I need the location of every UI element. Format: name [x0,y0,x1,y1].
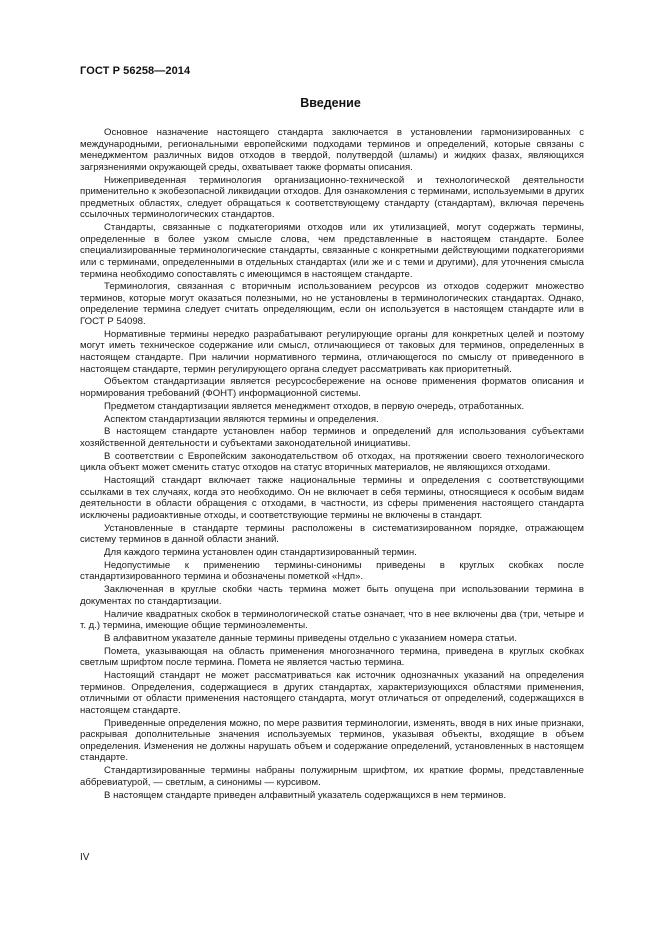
paragraph: Стандартизированные термины набраны полужирным шрифтом, их краткие формы, представленные аббревиатурой, — светлым, а синонимы — курсивом. [80,765,584,788]
section-title: Введение [300,96,361,110]
paragraph: Наличие квадратных скобок в терминологической статье означает, что в нее включены два (три, четыре и т. д.) термина, имеющие общие терминоэлементы. [80,608,584,632]
paragraph: Недопустимые к применению термины-синонимы приведены в круглых скобках после стандартизированного термина и обозначены пометкой «Ндп». [80,559,584,583]
paragraph: Заключенная в круглые скобки часть термина может быть опущена при использовании термина в документах по стандартизации. [80,584,584,607]
paragraph: Установленные в стандарте термины расположены в систематизированном порядке, отражающем систему терминов в данной области знаний. [80,522,584,546]
paragraph: В настоящем стандарте приведен алфавитный указатель содержащихся в нем терминов. [104,789,507,801]
paragraph: Объектом стандартизации является ресурсосбережение на основе применения форматов описания и нормирования требований (ФОНТ) информационной системы. [80,376,584,399]
paragraph: Настоящий стандарт включает также национальные термины и определения с соответствующими ссылками в тех случаях, когда это необходимо. Он не включает в себя термины, относящиеся к особым видам деятельности в области обращения с отходами, в частности, из сферы применения настоящего стандарта исключены радиоактивные отходы, и соответствующие термины не включены в стандарт. [80,475,584,521]
paragraph: Для каждого термина установлен один стандартизированный термин. [104,547,417,559]
paragraph: В настоящем стандарте установлен набор терминов и определений для использования субъектами хозяйственной деятельности и субъектами законодательной инициативы. [80,426,584,449]
introduction-body [80,127,584,802]
paragraph: Аспектом стандартизации являются термины и определения. [104,413,379,425]
paragraph: Основное назначение настоящего стандарта заключается в установлении гармонизированных с международными, региональными европейскими подходами терминов и определений, которые связаны с менеджментом различных видов отходов в твердой, полутвердой (шламы) и жидких фазах, являющихся загрязнениями окружающей среды, охватывает также форматы описания. [80,127,584,173]
paragraph: Предметом стандартизации является менеджмент отходов, в первую очередь, отработанных. [104,400,525,412]
paragraph: Помета, указывающая на область применения многозначного термина, приведена в круглых скобках светлым шрифтом после термина. Помета не является частью термина. [80,645,584,669]
paragraph: Приведенные определения можно, по мере развития терминологии, изменять, вводя в них иные признаки, раскрывая дополнительные значения используемых терминов, указывая объекты, входящие в объем определения. Изменения не должны нарушать объем и содержание определений, установленных в настоящем стандарте. [80,717,584,764]
paragraph: В соответствии с Европейским законодательством об отходах, на протяжении своего технологического цикла объект может сменить статус отходов на статус вторичных материалов, не являющихся отходами. [80,450,584,474]
paragraph: Нормативные термины нередко разрабатывают регулирующие органы для конкретных целей и поэтому могут иметь техническое содержание или смысл, отличающиеся от таковых для терминов, определенных в настоящем стандарте. При наличии нормативного термина, отличающегося по смыслу от приведенного в настоящем стандарте, термин регулирующего органа следует рассматривать как приоритетный. [80,328,584,375]
standard-id: ГОСТ Р 56258—2014 [80,65,191,77]
paragraph: В алфавитном указателе данные термины приведены отдельно с указанием номера статьи. [104,632,517,644]
paragraph: Нижеприведенная терминология организационно-технической и технологической деятельности применительно к экобезопасной ликвидации отходов. Для ознакомления с терминами, используемыми в других предметных областях, следует обращаться к соответствующему стандарту (стандартам), включая перечень ссылочных терминологических стандартов. [80,174,584,221]
paragraph: Терминология, связанная с вторичным использованием ресурсов из отходов содержит множество терминов, которые могут оказаться полезными, но не установлены в терминологических стандартах. Однако, определение термина следует считать определяющим, если он используется в настоящем стандарте или в ГОСТ Р 54098. [80,281,584,328]
page-number: IV [80,852,90,863]
paragraph: Стандарты, связанные с подкатегориями отходов или их утилизацией, могут содержать термины, определенные в более узком смысле слова, чем представленные в настоящем стандарте. Более специализированные терминологические стандарты, связанные с конкретными действующими подкатегориями или с терминами, определенными в отдельных стандартах (или же и с теми и другими), для уточнения смысла термина необходимо сопоставлять с имеющимся в настоящем стандарте. [80,222,584,280]
paragraph: Настоящий стандарт не может рассматриваться как источник однозначных указаний на определения терминов. Определения, содержащиеся в других стандартах, характеризующихся областями применения, отличными от области применения настоящего стандарта, могут отличаться от определений, содержащихся в настоящем стандарте. [80,670,584,716]
